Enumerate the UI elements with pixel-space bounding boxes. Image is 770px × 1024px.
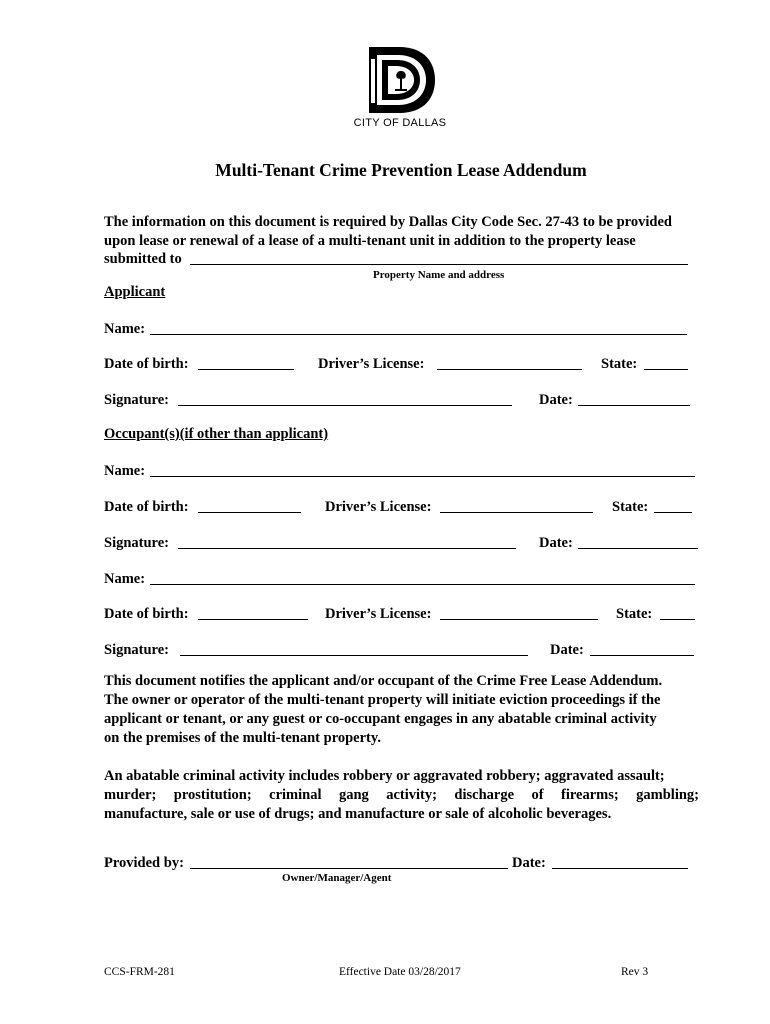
occupants-heading: Occupant(s)(if other than applicant): [104, 426, 329, 442]
occupant-1-name-row: [104, 461, 699, 481]
effective-date: Effective Date 03/28/2017: [339, 966, 461, 978]
occupant-2-dob-row: [104, 604, 699, 624]
notice-line-4: on the premises of the multi-tenant property.: [104, 730, 381, 746]
occupant-2-dob-field[interactable]: [198, 619, 308, 620]
occupant-2-date-label: Date:: [550, 642, 584, 658]
applicant-license-label: Driver’s License:: [318, 356, 425, 372]
applicant-date-label: Date:: [539, 392, 573, 408]
submitted-to-label: submitted to: [104, 251, 182, 267]
occupant-2-signature-field[interactable]: [180, 655, 528, 656]
occupant-1-date-label: Date:: [539, 535, 573, 551]
intro-line-2: upon lease or renewal of a lease of a multi-tenant unit in addition to the property lease: [104, 233, 636, 249]
provided-date-label: Date:: [512, 855, 546, 871]
applicant-name-row: [104, 319, 694, 339]
occupant-2-name-row: [104, 569, 699, 589]
document-title: Multi-Tenant Crime Prevention Lease Addendum: [215, 160, 587, 180]
property-name-caption: Property Name and address: [373, 269, 505, 281]
applicant-license-field[interactable]: [437, 369, 582, 370]
applicant-name-label: Name:: [104, 321, 146, 337]
notice-line-1: This document notifies the applicant and/or occupant of the Crime Free Lease Addendum.: [104, 673, 663, 689]
occupant-1-signature-field[interactable]: [178, 548, 516, 549]
occupant-2-license-field[interactable]: [440, 619, 598, 620]
applicant-dob-field[interactable]: [198, 369, 294, 370]
city-of-dallas-logo: [367, 45, 437, 115]
form-number: CCS-FRM-281: [104, 966, 175, 978]
applicant-state-field[interactable]: [644, 369, 688, 370]
intro-paragraph: [104, 213, 699, 251]
occupant-1-state-label: State:: [612, 499, 649, 515]
provided-by-label: Provided by:: [104, 855, 184, 871]
applicant-dob-row: [104, 354, 694, 374]
activity-line-1: An abatable criminal activity includes robbery or aggravated robbery; aggravated assault;: [104, 768, 665, 784]
occupant-2-signature-row: [104, 640, 699, 660]
intro-line-1: The information on this document is required by Dallas City Code Sec. 27-43 to be provided: [104, 214, 672, 230]
occupant-1-signature-label: Signature:: [104, 535, 169, 551]
occupant-2-state-field[interactable]: [660, 619, 695, 620]
occupant-1-name-label: Name:: [104, 463, 146, 479]
provided-by-caption: Owner/Manager/Agent: [282, 872, 392, 884]
revision: Rev 3: [621, 966, 649, 978]
applicant-signature-field[interactable]: [178, 405, 512, 406]
occupant-1-state-field[interactable]: [654, 512, 692, 513]
occupant-1-dob-field[interactable]: [198, 512, 301, 513]
applicant-heading: Applicant: [104, 284, 166, 300]
applicant-dob-label: Date of birth:: [104, 356, 189, 372]
occupant-1-date-field[interactable]: [578, 548, 698, 549]
notice-line-3: applicant or tenant, or any guest or co-occupant engages in any abatable criminal activity: [104, 711, 657, 727]
occupant-2-signature-label: Signature:: [104, 642, 169, 658]
occupant-2-state-label: State:: [616, 606, 653, 622]
occupant-2-dob-label: Date of birth:: [104, 606, 189, 622]
property-name-field[interactable]: [190, 264, 688, 265]
occupant-2-name-field[interactable]: [150, 584, 695, 585]
notice-line-2: The owner or operator of the multi-tenant property will initiate eviction proceedings if the: [104, 692, 661, 708]
occupant-1-license-field[interactable]: [440, 512, 593, 513]
occupant-1-name-field[interactable]: [150, 476, 695, 477]
activity-line-2: murder; prostitution; criminal gang activity; discharge of firearms; gambling;: [104, 787, 699, 803]
city-name: CITY OF DALLAS: [353, 117, 447, 129]
occupant-1-dob-label: Date of birth:: [104, 499, 189, 515]
applicant-signature-row: [104, 390, 694, 410]
occupant-2-name-label: Name:: [104, 571, 146, 587]
provided-by-row: [104, 853, 694, 873]
occupant-1-dob-row: [104, 497, 699, 517]
provided-date-field[interactable]: [552, 868, 688, 869]
submitted-to-row: [104, 249, 694, 269]
applicant-signature-label: Signature:: [104, 392, 169, 408]
occupant-2-date-field[interactable]: [590, 655, 694, 656]
provided-by-field[interactable]: [190, 868, 508, 869]
notice-paragraph: [104, 672, 699, 748]
city-of-dallas-d-logo-icon: [367, 45, 437, 115]
occupant-1-signature-row: [104, 533, 699, 553]
occupant-1-license-label: Driver’s License:: [325, 499, 432, 515]
occupant-2-license-label: Driver’s License:: [325, 606, 432, 622]
applicant-state-label: State:: [601, 356, 638, 372]
applicant-name-field[interactable]: [150, 334, 687, 335]
applicant-date-field[interactable]: [578, 405, 690, 406]
activity-line-3: manufacture, sale or use of drugs; and manufacture or sale of alcoholic beverages.: [104, 806, 612, 822]
activity-paragraph: [104, 767, 699, 824]
